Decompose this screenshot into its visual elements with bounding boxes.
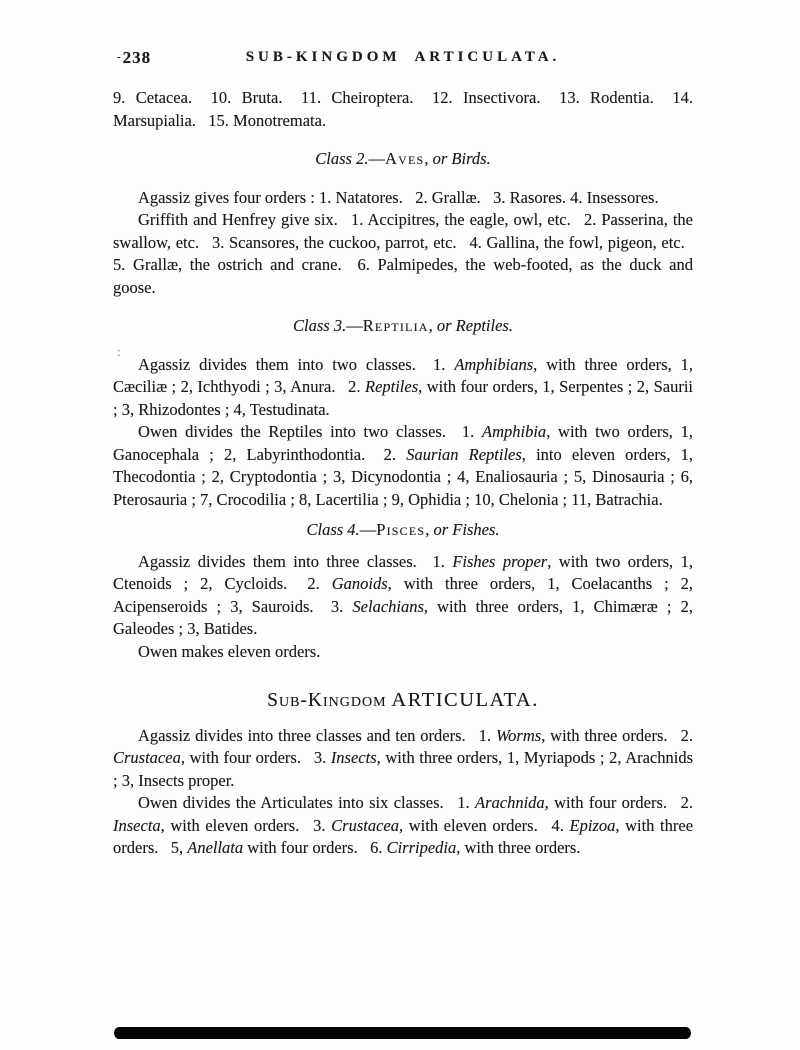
- pisces-owen-paragraph: [113, 641, 693, 664]
- text-segment: —: [346, 316, 363, 335]
- aves-agassiz-paragraph: [113, 187, 693, 210]
- text-segment: or Fishes.: [433, 520, 500, 539]
- text-segment: ARTICULATA.: [391, 689, 539, 711]
- page-number-mark: -: [117, 51, 122, 63]
- text-segment: Class 2.: [315, 149, 369, 168]
- text-segment: Insecta: [113, 815, 161, 835]
- text-segment: Agassiz divides into three classes and ten orders. 1.: [138, 725, 496, 745]
- text-segment: , into eleven orders, 1, Thecodontia ; 2, Cryptodontia ; 3, Dicynodontia ; 4, Enaliosauria ; 5, Dinosauria ; 6, Pterosauria ; 7, Crocodilia ; 8, Lacertilia ; 9, Ophidia ; 10, Chelonia ; 11, Batrachia.: [113, 444, 694, 509]
- articulata-heading: [113, 689, 693, 713]
- text-segment: Class 4.: [306, 520, 360, 539]
- text-segment: ,: [428, 316, 437, 335]
- reptilia-owen-paragraph: [113, 421, 693, 511]
- text-segment: , with three orders, 1, Myriapods ; 2, Arachnids ; 3, Insects proper.: [113, 748, 694, 790]
- text-segment: Agassiz divides them into three classes. 1.: [138, 551, 453, 571]
- text-segment: or Birds.: [432, 149, 491, 168]
- text-segment: Ganoids: [331, 574, 388, 593]
- text-segment: Arachnida: [475, 793, 545, 812]
- text-segment: Sub-Kingdom: [267, 690, 387, 711]
- text-segment: , with three orders, 1, Chimæræ ; 2, Galeodes ; 3, Batides.: [113, 596, 693, 638]
- text-segment: Insects: [330, 748, 377, 767]
- text-segment: , with four orders. 2.: [544, 793, 694, 812]
- text-segment: with four orders. 6.: [243, 838, 387, 857]
- text-segment: Worms: [495, 725, 542, 745]
- text-segment: Fishes proper: [452, 551, 548, 571]
- class-3-heading: [113, 315, 693, 338]
- text-segment: ,: [425, 520, 434, 539]
- text-segment: —: [359, 520, 377, 539]
- text-segment: Owen makes eleven orders.: [138, 641, 321, 661]
- articulata-agassiz-paragraph: [113, 725, 693, 793]
- text-segment: —: [368, 149, 385, 168]
- pisces-agassiz-paragraph: [113, 551, 693, 641]
- text-segment: , with three orders, 1, Coelacanths ; 2, Acipenseroids ; 3, Sauroids. 3.: [113, 574, 693, 616]
- text-segment: Crustacea: [331, 815, 400, 835]
- text-segment: Selachians: [352, 596, 424, 616]
- text-segment: Owen divides the Reptiles into two classes. 1.: [138, 422, 483, 441]
- text-segment: Pisces: [376, 520, 426, 539]
- mammalia-orders-continued: [113, 87, 693, 132]
- class-2-heading: [113, 148, 693, 171]
- text-segment: , with three orders.: [456, 838, 581, 857]
- text-segment: ,: [424, 149, 433, 168]
- text-segment: Crustacea: [113, 748, 181, 767]
- text-segment: Agassiz divides them into two classes. 1.: [138, 354, 455, 374]
- text-segment: Anellata: [187, 838, 244, 857]
- text-segment: 9. Cetacea. 10. Bruta. 11. Cheiroptera. 12. Insectivora. 13. Rodentia. 14. Marsupialia. 15. Monotremata.: [113, 88, 693, 130]
- text-segment: Reptiles: [364, 377, 419, 396]
- text-segment: or Reptiles.: [436, 316, 513, 335]
- text-segment: , with four orders. 3.: [180, 748, 331, 767]
- scan-artifact-bar: [114, 1027, 691, 1039]
- text-segment: , with eleven orders. 3.: [160, 815, 332, 835]
- text-segment: , with eleven orders. 4.: [399, 815, 570, 835]
- text-segment: Amphibia: [482, 422, 547, 441]
- ink-speck: :: [117, 344, 121, 359]
- page-number-value: 238: [122, 48, 152, 67]
- page-body: [113, 87, 693, 860]
- text-segment: , with four orders, 1, Serpentes ; 2, Saurii ; 3, Rhizodontes ; 4, Testudinata.: [113, 377, 693, 419]
- articulata-owen-paragraph: [113, 792, 693, 860]
- text-segment: Griffith and Henfrey give six. 1. Accipitres, the eagle, owl, etc. 2. Passerina, the swallow, etc. 3. Scansores, the cuckoo, parrot, etc. 4. Gallina, the fowl, pigeon, etc. 5. Grallæ, the ostrich and crane. 6. Palmipedes, the web-footed, as the duck and goose.: [113, 210, 693, 297]
- aves-griffith-henfrey-paragraph: [113, 209, 693, 299]
- text-segment: Aves: [384, 149, 425, 168]
- text-segment: Saurian Reptiles: [406, 444, 522, 464]
- text-segment: , with two orders, 1, Ctenoids ; 2, Cycloids. 2.: [113, 551, 693, 593]
- text-segment: Reptilia: [362, 316, 429, 335]
- class-4-heading: [113, 519, 693, 542]
- text-segment: Agassiz gives four orders : 1. Natatores. 2. Grallæ. 3. Rasores. 4. Insessores.: [138, 187, 659, 207]
- text-segment: Epizoa: [569, 815, 616, 835]
- text-segment: Cirripedia: [386, 838, 457, 857]
- text-segment: , with two orders, 1, Ganocephala ; 2, Labyrinthodontia. 2.: [113, 422, 693, 464]
- text-segment: , with three orders. 5,: [113, 815, 694, 857]
- running-head: [113, 48, 693, 72]
- text-segment: Class 3.: [293, 316, 347, 335]
- text-segment: , with three orders. 2.: [541, 725, 693, 745]
- text-segment: Amphibians: [454, 354, 534, 374]
- text-segment: , with three orders, 1, Cæciliæ ; 2, Ichthyodi ; 3, Anura. 2.: [113, 354, 693, 396]
- reptilia-agassiz-paragraph: [113, 354, 693, 422]
- running-header-title: SUB-KINGDOM ARTICULATA.: [245, 49, 561, 65]
- text-segment: Owen divides the Articulates into six classes. 1.: [138, 793, 475, 812]
